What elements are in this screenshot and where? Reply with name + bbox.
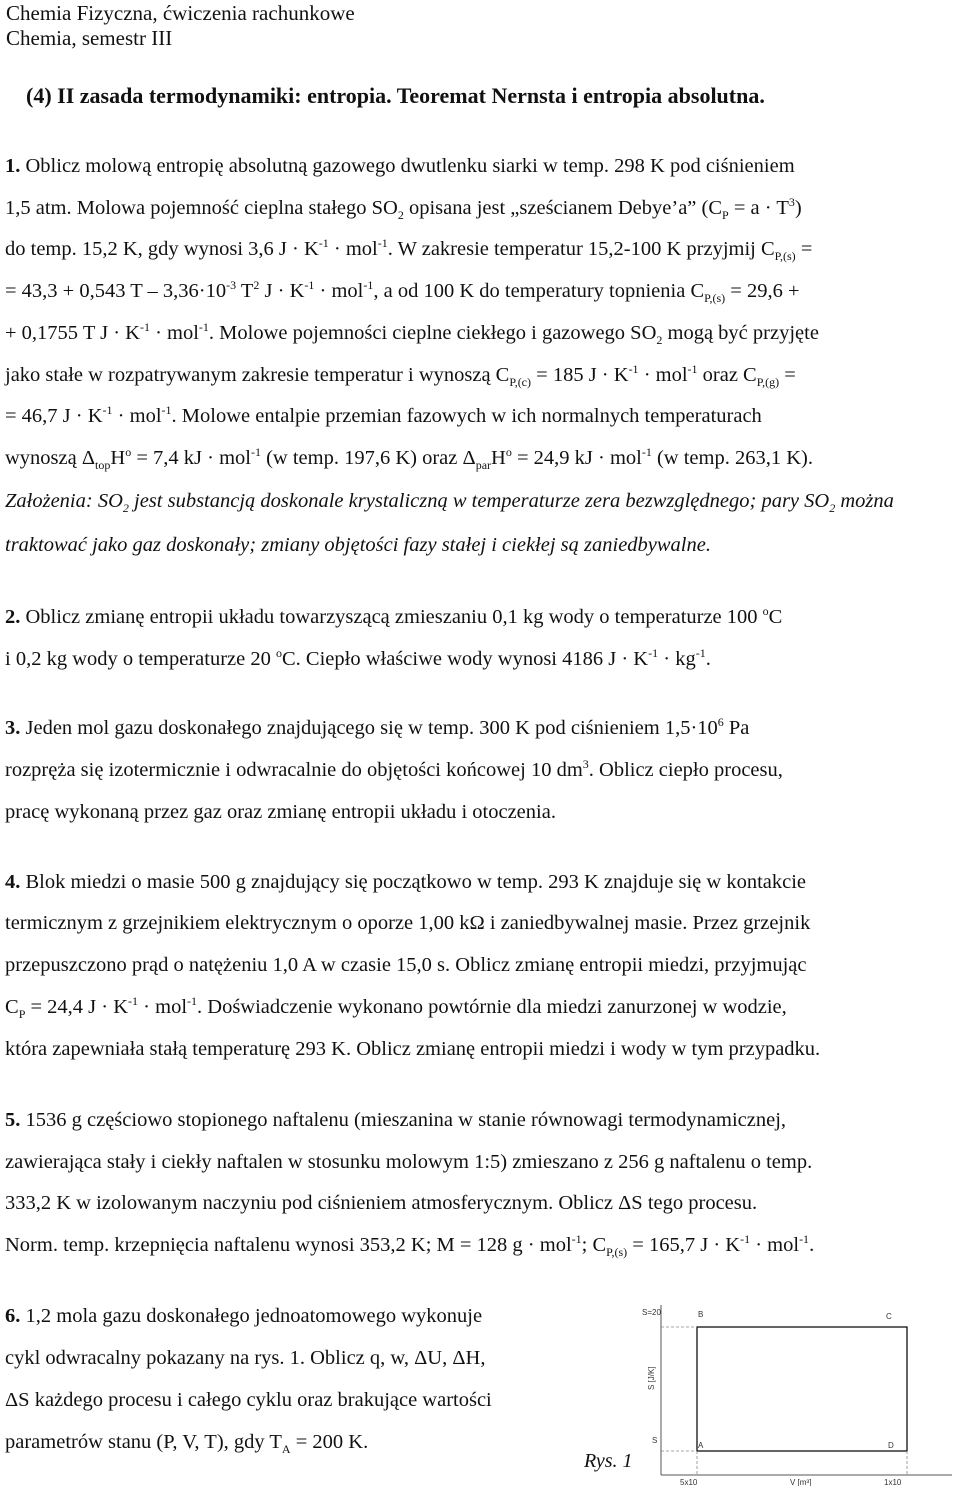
problem-1-line-4: = 43,3 + 0,543 $T - 3,36\cdot 10^{-3}$ $T^2$ $J \cdot K^{-1} \cdot mol^{-1}$, a od 100 K do temperatury topnienia $C_{P,(s)} = 29,6$ + (5, 278, 800, 306)
problem-1-line-3: do temp. 15,2 K, gdy wynosi 3,6 $J \cdot K^{-1} \cdot mol^{-1}$. W zakresie temperatur 15,2-100 K przyjmij $C_{P,(s)}$ = (5, 236, 813, 264)
problem-6-line-3: ΔS każdego procesu i całego cyklu oraz brakujące wartości (5, 1389, 492, 1411)
x-axis-label: V [m³] (790, 1478, 812, 1486)
problem-4-line-5: która zapewniała stałą temperaturę 293 K. Oblicz zmianę entropii miedzi i wody w tym przypadku. (5, 1038, 821, 1060)
figure-caption: Rys. 1 (584, 1450, 633, 1472)
y-axis-label: S [J/K] (647, 1366, 656, 1390)
problem-6-line-4: parametrów stanu (P, V, T), gdy $T_A = 200$ K. (5, 1431, 369, 1457)
problem-4-line-1: 4. Blok miedzi o masie 500 g znajdujący się początkowo w temp. 293 K znajduje się w kontakcie (5, 871, 807, 893)
problem-1-line-7: = 46,7 $J \cdot K^{-1} \cdot mol^{-1}$. Molowe entalpie przemian fazowych w ich normalnych temperaturach (5, 403, 762, 427)
problem-6-line-2: cykl odwracalny pokazany na rys. 1. Oblicz q, w, ΔU, ΔH, (5, 1347, 486, 1369)
cycle-rectangle (697, 1327, 907, 1451)
problem-1-assumptions-line-2: traktować jako gaz doskonały; zmiany objętości fazy stałej i ciekłej są zaniedbywalne. (5, 534, 711, 556)
point-c-label: C (886, 1312, 892, 1321)
header-semester: Chemia, semestr III (6, 26, 173, 50)
problem-5-line-2: zawierająca stały i ciekły naftalen w stosunku molowym 1:5) zmieszano z 256 g naftalenu o temp. (5, 1151, 813, 1173)
x-left-label: 5x10 (680, 1478, 698, 1486)
problem-1-line-8: wynoszą $\Delta_{top}H^o = 7,4$ kJ · mol$^{-1}$ (w temp. 197,6 K) oraz $\Delta_{par}H^o = 24,9$ kJ · mol$^{-1}$ (w temp. 263,1 K). (5, 445, 813, 473)
point-a-label: A (698, 1441, 704, 1450)
problem-5-line-1: 5. 1536 g częściowo stopionego naftalenu (mieszanina w stanie równowagi termodynamicznej, (5, 1109, 787, 1131)
problem-1-line-1: 1. Oblicz molową entropię absolutną gazowego dwutlenku siarki w temp. 298 K pod ciśnieniem (5, 155, 795, 177)
y-top-label: S=20 (642, 1308, 661, 1317)
problem-4-line-4: $C_P = 24,4$ $J \cdot K^{-1} \cdot mol^{-1}$. Doświadczenie wykonano powtórnie dla miedzi zanurzonej w wodzie, (5, 994, 787, 1022)
problem-2-line-1: 2. Oblicz zmianę entropii układu towarzyszącą zmieszaniu 0,1 kg wody o temperaturze 100 $^o$C (5, 604, 783, 628)
problem-5-line-3: 333,2 K w izolowanym naczyniu pod ciśnieniem atmosferycznym. Oblicz ΔS tego procesu. (5, 1192, 758, 1214)
point-d-label: D (888, 1441, 894, 1450)
problem-2-line-2: i 0,2 kg wody o temperaturze 20 $^o$C. Ciepło właściwe wody wynosi 4186 $J \cdot K^{-1} \cdot kg^{-1}$. (5, 646, 711, 670)
problem-1-line-6: jako stałe w rozpatrywanym zakresie temperatur i wynoszą $C_{P,(c)} = 185$ $J \cdot K^{-1} \cdot mol^{-1}$ oraz $C_{P,(g)}$ = (5, 362, 796, 390)
problem-1-line-5: + 0,1755 T $J \cdot K^{-1} \cdot mol^{-1}$. Molowe pojemności cieplne ciekłego i gazowego $SO_2$ mogą być przyjęte (5, 320, 819, 348)
problem-5-line-4: Norm. temp. krzepnięcia naftalenu wynosi 353,2 K; M = 128 g · mol$^{-1}$; $C_{P,(s)} = 165,7$ $J \cdot K^{-1} \cdot mol^{-1}$. (5, 1232, 815, 1260)
page-title: (4) II zasada termodynamiki: entropia. Teoremat Nernsta i entropia absolutna. (26, 83, 765, 108)
problem-4-line-3: przepuszczono prąd o natężeniu 1,0 A w czasie 15,0 s. Oblicz zmianę entropii miedzi, przyjmując (5, 954, 807, 976)
x-right-label: 1x10 (884, 1478, 902, 1486)
problem-3-line-1: 3. Jeden mol gazu doskonałego znajdującego się w temp. 300 K pod ciśnieniem $1,5\cdot 10^6$ Pa (5, 715, 750, 739)
header-course: Chemia Fizyczna, ćwiczenia rachunkowe (6, 1, 355, 25)
cycle-diagram (640, 1305, 952, 1486)
problem-1-assumptions-line-1: Założenia: $SO_2$ jest substancją doskonale krystaliczną w temperaturze zera bezwzględnego; pary $SO_2$ można (5, 490, 894, 516)
problem-6-line-1: 6. 1,2 mola gazu doskonałego jednoatomowego wykonuje (5, 1305, 483, 1327)
problem-1-line-2: 1,5 atm. Molowa pojemność cieplna stałego $SO_2$ opisana jest „sześcianem Debye’a” $(C_P = a \cdot T^3)$ (5, 195, 802, 223)
point-b-label: B (698, 1310, 704, 1319)
problem-4-line-2: termicznym z grzejnikiem elektrycznym o oporze 1,00 kΩ i zaniedbywalnej masie. Przez grzejnik (5, 912, 811, 934)
cycle-figure (640, 1305, 952, 1486)
y-bottom-label: S (652, 1436, 658, 1445)
problem-3-line-3: pracę wykonaną przez gaz oraz zmianę entropii układu i otoczenia. (5, 801, 556, 823)
problem-3-line-2: rozpręża się izotermicznie i odwracalnie do objętości końcowej 10 $dm^3$. Oblicz ciepło procesu, (5, 757, 783, 781)
